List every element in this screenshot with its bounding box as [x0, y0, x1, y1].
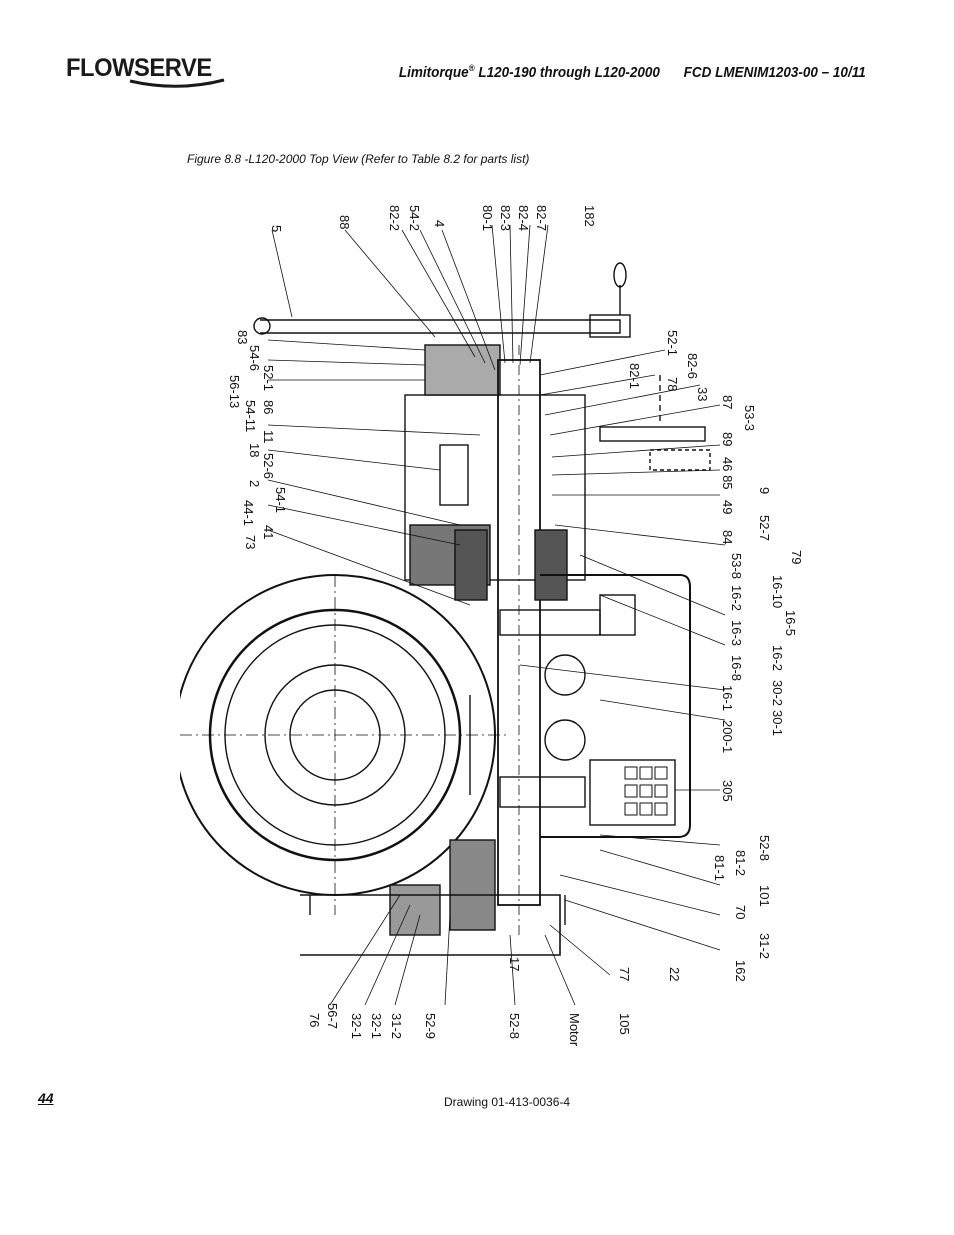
callout-87: 87 [720, 395, 735, 410]
callout-52-6: 52-6 [261, 453, 276, 480]
callout-105: 105 [617, 1013, 632, 1035]
callout-54-6: 54-6 [247, 345, 262, 372]
callout-17: 17 [507, 957, 522, 972]
callout-81-1: 81-1 [712, 855, 727, 882]
callout-56-7: 56-7 [325, 1003, 340, 1030]
callout-16-1: 16-1 [720, 685, 735, 712]
callout-82-4: 82-4 [516, 205, 531, 232]
document-header [399, 63, 866, 81]
callout-52-1-r: 52-1 [665, 330, 680, 357]
callout-86: 86 [261, 400, 276, 415]
callout-82-2: 82-2 [387, 205, 402, 232]
drawing-reference: Drawing 01-413-0036-4 [444, 1095, 571, 1109]
flowserve-logo [66, 54, 216, 94]
callout-4: 4 [432, 220, 447, 228]
callout-70: 70 [733, 905, 748, 920]
callout-53-3: 53-3 [742, 405, 757, 432]
technical-drawing [180, 195, 830, 1065]
callout-46-85: 46 85 [720, 457, 735, 490]
callout-82-3: 82-3 [498, 205, 513, 232]
callout-52-8: 52-8 [507, 1013, 522, 1040]
callout-18: 18 [247, 443, 262, 458]
callout-motor: Motor [567, 1013, 582, 1047]
callout-11: 11 [261, 430, 276, 444]
callout-79: 79 [789, 550, 804, 565]
callout-83: 83 [235, 330, 250, 345]
callout-88: 88 [337, 215, 352, 230]
callout-32-1-b: 32-1 [369, 1013, 384, 1040]
callout-76: 76 [307, 1013, 322, 1028]
trademark-symbol: ® [468, 63, 475, 73]
callout-162: 162 [733, 960, 748, 982]
callout-54-11: 54-11 [243, 400, 258, 433]
figure-caption: Figure 8.8 -L120-2000 Top View (Refer to Table 8.2 for parts list) [187, 152, 530, 166]
callout-305: 305 [720, 780, 735, 802]
callout-31-2-r: 31-2 [757, 933, 772, 960]
callout-44-1: 44-1 [241, 500, 256, 527]
callout-101: 101 [757, 885, 772, 907]
callout-30-1: 30-1 [770, 710, 785, 737]
callout-22: 22 [667, 967, 682, 982]
title-range: L120-190 through L120-2000 [478, 64, 661, 81]
callout-30-2: 30-2 [770, 680, 785, 707]
callout-16-2-a: 16-2 [729, 585, 744, 612]
callout-52-9: 52-9 [423, 1013, 438, 1040]
callout-82-1: 82-1 [627, 363, 642, 390]
callout-16-8: 16-8 [729, 655, 744, 682]
callout-53-8: 53-8 [729, 553, 744, 580]
callout-2: 2 [247, 480, 262, 488]
callout-49: 49 [720, 500, 735, 515]
callout-78: 78 [665, 377, 680, 392]
callout-54-1: 54-1 [273, 487, 288, 514]
callout-73: 73 [243, 535, 258, 550]
logo-swoosh-icon [128, 78, 228, 92]
callout-16-2-b: 16-2 [770, 645, 785, 672]
callout-80-1: 80-1 [480, 205, 495, 232]
callout-89: 89 [720, 432, 735, 447]
doc-code: FCD LMENIM1203-00 – 10/11 [683, 64, 866, 81]
callout-82-6: 82-6 [685, 353, 700, 380]
callout-41: 41 [261, 525, 276, 540]
callout-52-8-r: 52-8 [757, 835, 772, 862]
callout-54-2: 54-2 [407, 205, 422, 232]
callout-16-10: 16-10 [770, 575, 785, 609]
brand-name: FLOWSERVE [66, 54, 212, 82]
callout-9: 9 [757, 487, 772, 495]
callout-182: 182 [582, 205, 597, 227]
callout-52-1: 52-1 [261, 365, 276, 392]
callout-31-2: 31-2 [389, 1013, 404, 1040]
callout-81-2: 81-2 [733, 850, 748, 877]
product-name: Limitorque [399, 64, 469, 81]
callout-5: 5 [269, 225, 284, 233]
callout-82-7: 82-7 [534, 205, 549, 232]
callout-16-3: 16-3 [729, 620, 744, 647]
callout-16-5: 16-5 [783, 610, 798, 637]
callout-33: 33 [695, 387, 710, 402]
callout-200-1: 200-1 [720, 720, 735, 754]
callout-77: 77 [617, 967, 632, 982]
callout-56-13: 56-13 [227, 375, 242, 409]
callout-32-1-a: 32-1 [349, 1013, 364, 1040]
page-number: 44 [38, 1090, 54, 1106]
callout-84: 84 [720, 530, 735, 545]
callout-52-7: 52-7 [757, 515, 772, 542]
